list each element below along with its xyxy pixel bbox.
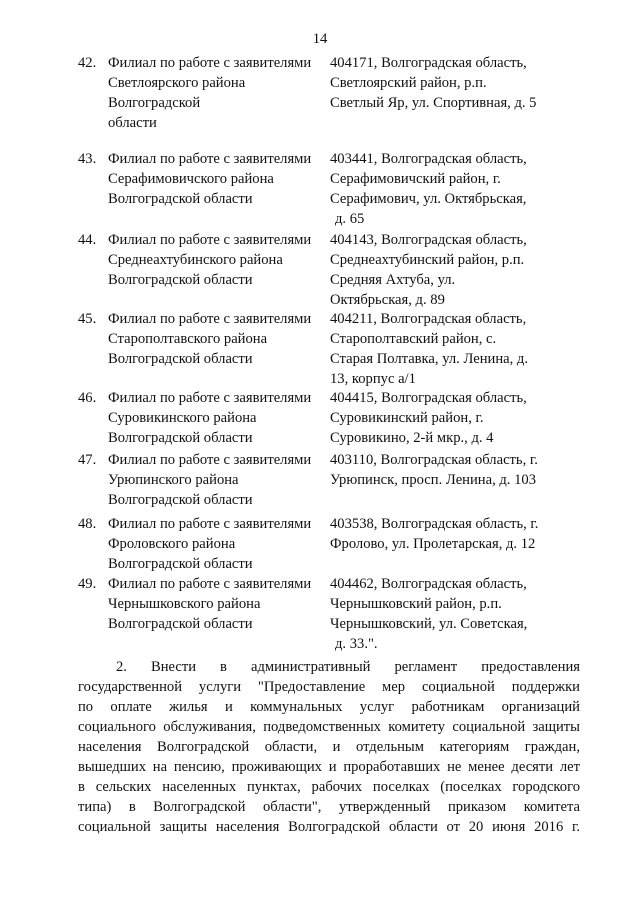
branch-address [330, 514, 566, 554]
text-line: Суровикинского района [108, 410, 257, 426]
text-line: Фролово, ул. Пролетарская, д. 12 [330, 536, 536, 552]
text-line: 404211, Волгоградская область, [330, 311, 527, 327]
branch-name [108, 514, 326, 574]
text-line: 404171, Волгоградская область, [330, 55, 527, 71]
item-number: 49. [78, 576, 97, 592]
text-line: Суровикино, 2-й мкр., д. 4 [330, 430, 494, 446]
paragraph-line: типа) в Волгоградской области", утвержденный приказом комитета [78, 799, 580, 815]
text-line: Фроловского района [108, 536, 236, 552]
item-number: 48. [78, 516, 97, 532]
branch-address [330, 149, 566, 229]
paragraph-line: государственной услуги "Предоставление мер социальной поддержки [78, 679, 580, 695]
text-line: Волгоградской области [108, 351, 253, 367]
text-line: Волгоградской области [108, 492, 253, 508]
text-line: Волгоградской области [108, 556, 253, 572]
text-line: 403538, Волгоградская область, г. [330, 516, 539, 532]
item-number: 42. [78, 55, 97, 71]
body-paragraph [78, 657, 580, 837]
text-line: Суровикинский район, г. [330, 410, 484, 426]
text-line: 404462, Волгоградская область, [330, 576, 527, 592]
text-line: Старополтавского района [108, 331, 268, 347]
text-line: Урюпинского района [108, 472, 239, 488]
branch-address [330, 450, 566, 490]
item-number: 47. [78, 452, 97, 468]
text-line: Урюпинск, просп. Ленина, д. 103 [330, 472, 536, 488]
text-line: Волгоградской области [108, 191, 253, 207]
text-line: Волгоградской области [108, 272, 253, 288]
text-line: Чернышковского района [108, 596, 261, 612]
paragraph-line: по оплате жилья и коммунальных услуг работникам организаций [78, 699, 580, 715]
text-line: Средняя Ахтуба, ул. [330, 272, 456, 288]
paragraph-line: социального обслуживания, подведомственных комитету социальной защиты [78, 719, 580, 735]
branch-address [330, 230, 566, 310]
branch-address [330, 574, 566, 654]
branch-name [108, 230, 326, 290]
text-line: д. 65 [335, 211, 365, 227]
text-line: 13, корпус а/1 [330, 371, 416, 387]
paragraph-line: социальной защиты населения Волгоградской области от 20 июня 2016 г. [78, 819, 580, 835]
text-line: д. 33.". [335, 636, 378, 652]
text-line: области [108, 115, 157, 131]
item-number: 46. [78, 390, 97, 406]
text-line: Серафимовичского района [108, 171, 274, 187]
text-line: Филиал по работе с заявителями [108, 311, 312, 327]
branch-name [108, 53, 326, 133]
text-line: Среднеахтубинский район, р.п. [330, 252, 525, 268]
text-line: Волгоградской области [108, 616, 253, 632]
text-line: 404143, Волгоградская область, [330, 232, 527, 248]
item-number: 43. [78, 151, 97, 167]
text-line: Филиал по работе с заявителями [108, 390, 312, 406]
branch-address [330, 388, 566, 448]
text-line: Серафимович, ул. Октябрьская, [330, 191, 527, 207]
text-line: Серафимовичский район, г. [330, 171, 501, 187]
paragraph-line: в сельских населенных пунктах, рабочих поселках (поселках городского [78, 779, 580, 795]
branch-address [330, 309, 566, 389]
paragraph-line: 2. Внести в административный регламент предоставления [116, 659, 580, 675]
text-line: Чернышковский район, р.п. [330, 596, 502, 612]
text-line: Среднеахтубинского района [108, 252, 283, 268]
item-number: 44. [78, 232, 97, 248]
branch-name [108, 388, 326, 448]
text-line: Филиал по работе с заявителями [108, 151, 312, 167]
item-number: 45. [78, 311, 97, 327]
paragraph-line: населения Волгоградской области, и отдельным категориям граждан, [78, 739, 580, 755]
text-line: Филиал по работе с заявителями [108, 452, 312, 468]
text-line: Волгоградской области [108, 430, 253, 446]
text-line: 403441, Волгоградская область, [330, 151, 527, 167]
text-line: Светлоярского района [108, 75, 246, 91]
text-line: Октябрьская, д. 89 [330, 292, 445, 308]
page-number: 14 [312, 31, 328, 47]
branch-name [108, 450, 326, 510]
text-line: Филиал по работе с заявителями [108, 55, 312, 71]
text-line: Светлый Яр, ул. Спортивная, д. 5 [330, 95, 537, 111]
branch-name [108, 149, 326, 209]
text-line: Старая Полтавка, ул. Ленина, д. [330, 351, 528, 367]
paragraph-line: вышедших на пенсию, проживающих и проработавших не менее десяти лет [78, 759, 580, 775]
text-line: Филиал по работе с заявителями [108, 516, 312, 532]
text-line: Филиал по работе с заявителями [108, 232, 312, 248]
text-line: Волгоградской [108, 95, 201, 111]
text-line: Филиал по работе с заявителями [108, 576, 312, 592]
branch-name [108, 309, 326, 369]
branch-address [330, 53, 566, 113]
text-line: 404415, Волгоградская область, [330, 390, 527, 406]
text-line: Светлоярский район, р.п. [330, 75, 487, 91]
text-line: 403110, Волгоградская область, г. [330, 452, 538, 468]
branch-name [108, 574, 326, 634]
text-line: Старополтавский район, с. [330, 331, 497, 347]
text-line: Чернышковский, ул. Советская, [330, 616, 528, 632]
